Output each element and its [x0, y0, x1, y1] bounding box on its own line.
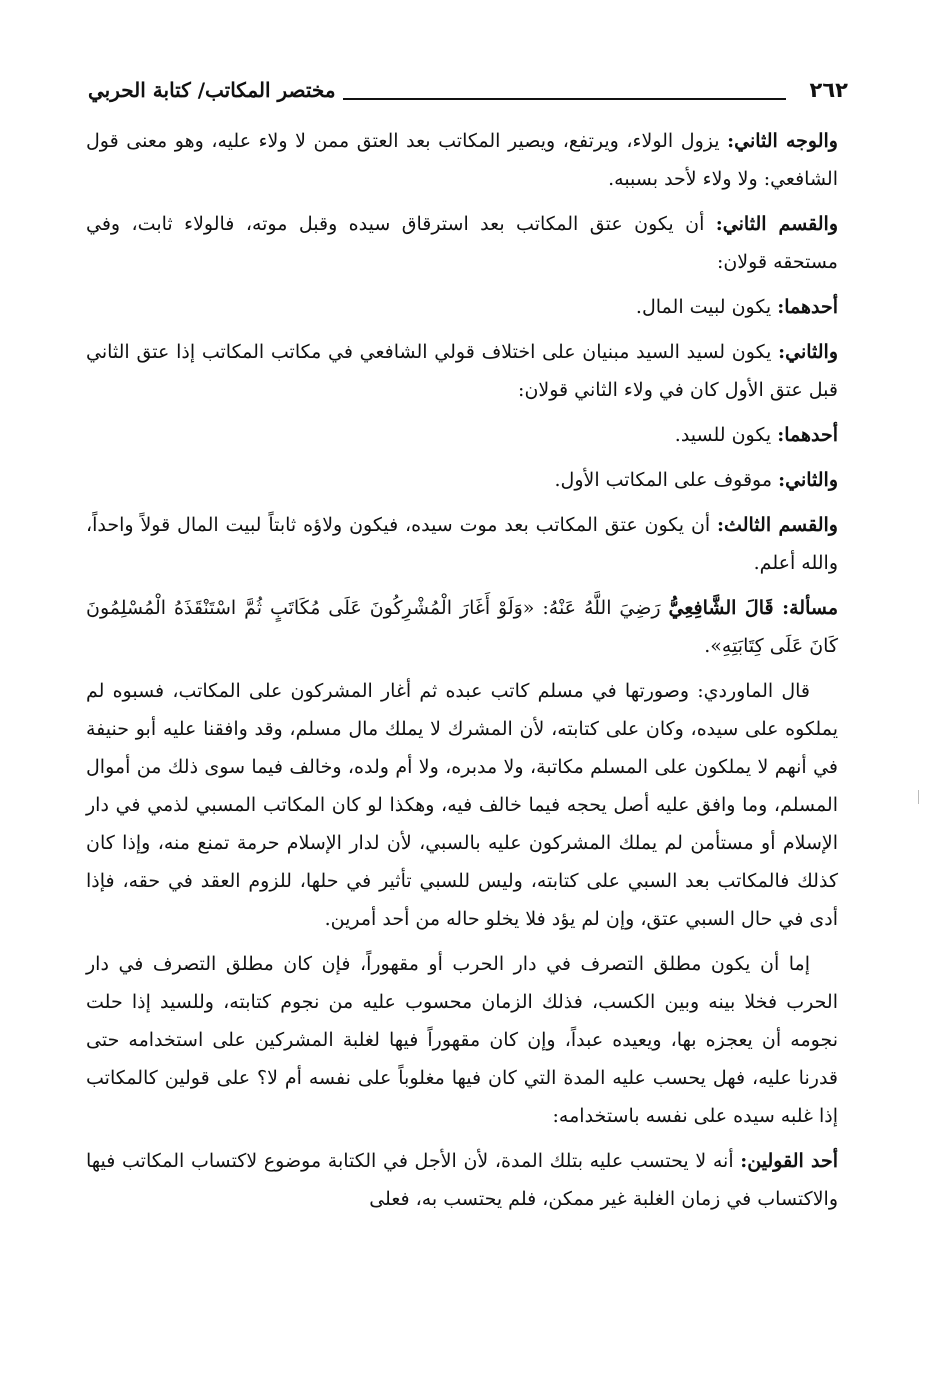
paragraph-lead: والوجه الثاني:	[727, 130, 838, 152]
paragraph-lead: والقسم الثاني:	[715, 213, 838, 235]
paragraph-second-aspect	[86, 122, 838, 198]
masala-qala: قَالَ	[736, 597, 783, 619]
masala-radiya: رَضِيَ اللَّهُ عَنْهُ:	[534, 597, 669, 619]
paragraph-text: يكون للسيد.	[674, 424, 778, 446]
paragraph-text: أن يكون عتق المكاتب بعد استرقاق سيده وقبل موته، فالولاء ثابت، وفي مستحقه قولان:	[86, 213, 838, 273]
paragraph-first-opinion	[86, 288, 838, 326]
paragraph-lead: أحدهما:	[777, 424, 838, 446]
masala-label: مسألة:	[782, 597, 838, 619]
paragraph-first-view	[86, 1142, 838, 1218]
paragraph-text: موقوف على المكاتب الأول.	[554, 469, 779, 491]
page-number: ٢٦٢	[809, 78, 848, 102]
running-title: مختصر المكاتب/ كتابة الحربي	[88, 78, 336, 102]
masala-paragraph	[86, 589, 838, 665]
commentary-paragraph: إما أن يكون مطلق التصرف في دار الحرب أو مقهوراً، فإن كان مطلق التصرف في دار الحرب فخلا بينه وبين الكسب، فذلك الزمان محسوب عليه من نجوم كتابته، وللسيد إذا حلت نجومه أن يعجزه بها، ويعيده عبداً، وإن كان مقهوراً فيها لغلبة المشركين على استخدامه حتى قدرنا عليه، فهل يحسب عليه المدة التي كان فيها مغلوباً على نفسه أم لا؟ على قولين كالمكاتب إذا غلبه سيده على نفسه باستخدامه:	[86, 953, 838, 1127]
paragraph-second-opinion	[86, 333, 838, 409]
paragraph-text: يكون لسيد السيد مبنيان على اختلاف قولي الشافعي في مكاتب المكاتب إذا عتق الثاني قبل عتق الأول كان في ولاء الثاني قولان:	[86, 341, 838, 401]
paragraph-first-sub-opinion	[86, 416, 838, 454]
paragraph-text: أن يكون عتق المكاتب بعد موت سيده، فيكون ولاؤه ثابتاً لبيت المال قولاً واحداً، والله أعلم.	[86, 514, 838, 574]
paragraph-text: يكون لبيت المال.	[635, 296, 778, 318]
paragraph-third-section	[86, 506, 838, 582]
page-header	[88, 78, 848, 114]
paragraph-second-sub-opinion	[86, 461, 838, 499]
paragraph-second-section	[86, 205, 838, 281]
paragraph-lead: والثاني:	[778, 341, 838, 363]
header-rule	[343, 98, 786, 100]
paragraph-lead: أحد القولين:	[740, 1150, 838, 1172]
page-body	[86, 122, 838, 1225]
masala-quote: «وَلَوْ أَغَارَ الْمُشْرِكُونَ عَلَى مُكَاتَبٍ ثُمَّ اسْتَنْقَذَهُ الْمُسْلِمُونَ كَانَ عَلَى كِتَابَتِهِ».	[86, 597, 838, 657]
paragraph-lead: والثاني:	[778, 469, 838, 491]
commentary-paragraph: قال الماوردي: وصورتها في مسلم كاتب عبده ثم أغار المشركون على المكاتب، فسبوه لم يملكوه على سيده، وكان على كتابته، لأن المشرك لا يملك مال مسلم، وقد وافقنا عليه أبو حنيفة في أنهم لا يملكون على المسلم مكاتبة، ولا مدبره، ولا أم ولده، وخالف فيما سوى ذلك من أموال المسلم، وما وافق عليه أصل يحجه فيما خالف فيه، وهكذا لو كان المكاتب المسبي لذمي في دار الإسلام أو مستأمن لم يملك المشركون عليه بالسبي، لأن لدار الإسلام حرمة تمنع منه، وإذا كان كذلك فالمكاتب بعد السبي على كتابته، وليس للسبي تأثير في حلها، للزوم العقد في حقه، فإذا أدى في حال السبي عتق، وإن لم يؤد فلا يخلو حاله من أحد أمرين.	[86, 680, 838, 930]
paragraph-lead: أحدهما:	[777, 296, 838, 318]
paragraph-lead: والقسم الثالث:	[717, 514, 838, 536]
paragraph-text: يزول الولاء، ويرتفع، ويصير المكاتب بعد العتق ممن لا ولاء عليه، وهو معنى قول الشافعي: ولا ولاء لأحد بسببه.	[86, 130, 838, 190]
scan-mark	[918, 790, 919, 804]
masala-shafii: الشَّافِعِيُّ	[668, 597, 737, 619]
paragraph-text: أنه لا يحتسب عليه بتلك المدة، لأن الأجل في الكتابة موضوع لاكتساب المكاتب فيها والاكتساب في زمان الغلبة غير ممكن، فلم يحتسب به، فعلى	[86, 1150, 838, 1210]
